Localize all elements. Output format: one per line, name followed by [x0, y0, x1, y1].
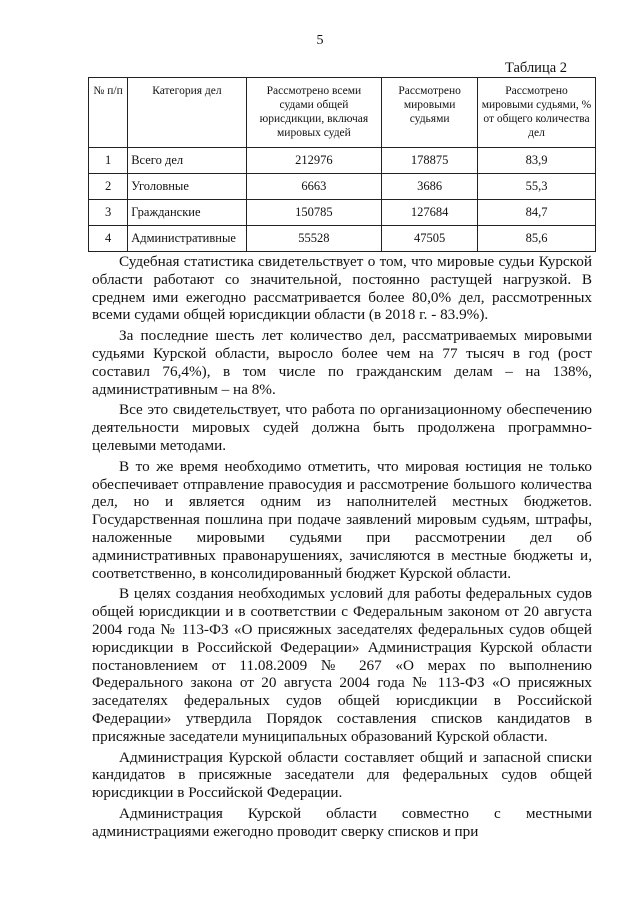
row-all-courts: 150785: [246, 200, 382, 226]
row-magistrates: 178875: [382, 148, 478, 174]
table-row: [89, 226, 596, 252]
row-percent: 55,3: [478, 174, 596, 200]
row-percent: 84,7: [478, 200, 596, 226]
row-number: 1: [89, 148, 128, 174]
row-all-courts: 212976: [246, 148, 382, 174]
row-number: 2: [89, 174, 128, 200]
header-category: Категория дел: [128, 78, 246, 148]
paragraph-statistics: Судебная статистика свидетельствует о том, что мировые судьи Курской области работают со значительной, постоянно растущей нагрузкой. В среднем ими ежегодно рассматривается более 80,0% дел, рассмотренных всеми судами общей юрисдикции области (в 2018 г. - 83.9%).: [92, 253, 592, 324]
row-magistrates: 3686: [382, 174, 478, 200]
table-header-row: [89, 78, 596, 148]
statistics-table: [88, 77, 596, 252]
row-category: Уголовные: [128, 174, 246, 200]
row-all-courts: 6663: [246, 174, 382, 200]
row-category: Всего дел: [128, 148, 246, 174]
row-percent: 85,6: [478, 226, 596, 252]
row-category: Административные: [128, 226, 246, 252]
paragraph-verification: Администрация Курской области совместно с местными администрациями ежегодно проводит сверку списков и при: [92, 804, 592, 840]
row-number: 3: [89, 200, 128, 226]
paragraph-budgets: В то же время необходимо отметить, что мировая юстиция не только обеспечивает отправление правосудия и рассмотрение большого количества дел, но и является одним из наполнителей местных бюджетов. Государственная пошлина при подаче заявлений мировым судьям, штрафы, наложенные мировыми судьями при рассмотрении дел об административных правонарушениях, зачисляются в местные бюджеты и, соответственно, в консолидированный бюджет Курской области.: [92, 457, 592, 582]
row-percent: 83,9: [478, 148, 596, 174]
header-magistrates: Рассмотрено мировыми судьями: [382, 78, 478, 148]
header-percent: Рассмотрено мировыми судьями, % от общего количества дел: [478, 78, 596, 148]
page-number: 5: [316, 33, 324, 48]
paragraph-juror-lists: Администрация Курской области составляет общий и запасной списки кандидатов в присяжные заседатели для федеральных судов общей юрисдикции в Российской Федерации.: [92, 748, 592, 802]
table-title: Таблица 2: [505, 60, 568, 76]
table-row: [89, 148, 596, 174]
row-magistrates: 47505: [382, 226, 478, 252]
paragraph-growth: За последние шесть лет количество дел, рассматриваемых мировыми судьями Курской области, выросло более чем на 77 тысяч в год (рост составил 76,4%), в том числе по гражданским делам – на 138%, административным – на 8%.: [92, 327, 592, 398]
header-number: № п/п: [89, 78, 128, 148]
row-magistrates: 127684: [382, 200, 478, 226]
header-all-courts: Рассмотрено всеми судами общей юрисдикции, включая мировых судей: [246, 78, 382, 148]
row-all-courts: 55528: [246, 226, 382, 252]
row-category: Гражданские: [128, 200, 246, 226]
table-row: [89, 200, 596, 226]
body-text: [92, 253, 592, 844]
paragraph-jurors-law: В целях создания необходимых условий для работы федеральных судов общей юрисдикции и в соответствии с Федеральным законом от 20 августа 2004 года № 113-ФЗ «О присяжных заседателях федеральных судов общей юрисдикции в Российской Федерации» Администрация Курской области постановлением от 11.08.2009 № 267 «О мерах по выполнению Федерального закона от 20 августа 2004 года № 113-ФЗ «О присяжных заседателях федеральных судов общей юрисдикции в Российской Федерации» утвердила Порядок составления списков кандидатов в присяжные заседатели муниципальных образований Курской области.: [92, 585, 592, 745]
paragraph-conclusion: Все это свидетельствует, что работа по организационному обеспечению деятельности мировых судей должна быть продолжена программно-целевыми методами.: [92, 401, 592, 454]
row-number: 4: [89, 226, 128, 252]
table-row: [89, 174, 596, 200]
